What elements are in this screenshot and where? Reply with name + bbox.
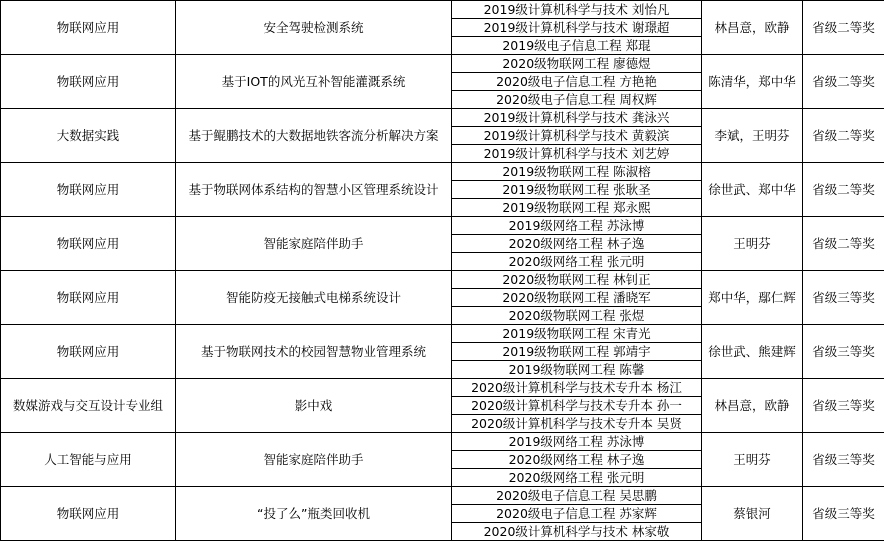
member-cell: 2019级物联网工程 陈馨 <box>452 361 702 379</box>
project-cell: 基于IOT的风光互补智能灌溉系统 <box>176 55 452 109</box>
table-row <box>1 217 884 235</box>
member-cell: 2020级物联网工程 廖德煜 <box>452 55 702 73</box>
table-row <box>1 1 884 19</box>
member-cell: 2019级物联网工程 宋青光 <box>452 325 702 343</box>
table-row <box>1 109 884 127</box>
category-cell: 物联网应用 <box>1 1 176 55</box>
award-cell: 省级二等奖 <box>803 1 884 55</box>
award-cell: 省级二等奖 <box>803 217 884 271</box>
member-cell: 2019级物联网工程 陈淑榕 <box>452 163 702 181</box>
category-cell: 物联网应用 <box>1 217 176 271</box>
award-cell: 省级二等奖 <box>803 109 884 163</box>
member-cell: 2020级计算机科学与技术专升本 孙一 <box>452 397 702 415</box>
member-cell: 2020级电子信息工程 苏家辉 <box>452 505 702 523</box>
award-cell: 省级二等奖 <box>803 163 884 217</box>
member-cell: 2020级计算机科学与技术专升本 杨江 <box>452 379 702 397</box>
member-cell: 2020级物联网工程 林钊正 <box>452 271 702 289</box>
award-cell: 省级三等奖 <box>803 379 884 433</box>
project-cell: 影中戏 <box>176 379 452 433</box>
member-cell: 2020级网络工程 林子逸 <box>452 235 702 253</box>
member-cell: 2019级计算机科学与技术 刘怡凡 <box>452 1 702 19</box>
category-cell: 大数据实践 <box>1 109 176 163</box>
project-cell: “投了么”瓶类回收机 <box>176 487 452 541</box>
awards-table-body <box>1 1 884 541</box>
member-cell: 2019级计算机科学与技术 谢璟超 <box>452 19 702 37</box>
advisor-cell: 蔡银河 <box>702 487 803 541</box>
table-row <box>1 163 884 181</box>
member-cell: 2020级计算机科学与技术 林家敬 <box>452 523 702 541</box>
category-cell: 人工智能与应用 <box>1 433 176 487</box>
project-cell: 智能家庭陪伴助手 <box>176 433 452 487</box>
table-row <box>1 271 884 289</box>
member-cell: 2020级网络工程 张元明 <box>452 469 702 487</box>
advisor-cell: 徐世武、熊建辉 <box>702 325 803 379</box>
category-cell: 物联网应用 <box>1 55 176 109</box>
advisor-cell: 徐世武、郑中华 <box>702 163 803 217</box>
category-cell: 物联网应用 <box>1 325 176 379</box>
member-cell: 2020级网络工程 林子逸 <box>452 451 702 469</box>
project-cell: 基于物联网技术的校园智慧物业管理系统 <box>176 325 452 379</box>
advisor-cell: 陈清华，郑中华 <box>702 55 803 109</box>
member-cell: 2020级物联网工程 张煜 <box>452 307 702 325</box>
member-cell: 2020级物联网工程 潘晓军 <box>452 289 702 307</box>
table-row <box>1 325 884 343</box>
advisor-cell: 李斌，王明芬 <box>702 109 803 163</box>
member-cell: 2019级网络工程 苏泳博 <box>452 433 702 451</box>
member-cell: 2019级电子信息工程 郑琨 <box>452 37 702 55</box>
category-cell: 物联网应用 <box>1 163 176 217</box>
award-cell: 省级二等奖 <box>803 55 884 109</box>
member-cell: 2019级计算机科学与技术 龚泳兴 <box>452 109 702 127</box>
table-row <box>1 379 884 397</box>
category-cell: 物联网应用 <box>1 271 176 325</box>
member-cell: 2019级物联网工程 郑永熙 <box>452 199 702 217</box>
table-row <box>1 433 884 451</box>
member-cell: 2020级网络工程 张元明 <box>452 253 702 271</box>
award-cell: 省级三等奖 <box>803 433 884 487</box>
advisor-cell: 林昌意，欧静 <box>702 379 803 433</box>
project-cell: 智能家庭陪伴助手 <box>176 217 452 271</box>
category-cell: 数媒游戏与交互设计专业组 <box>1 379 176 433</box>
member-cell: 2019级计算机科学与技术 刘艺婷 <box>452 145 702 163</box>
table-row <box>1 55 884 73</box>
category-cell: 物联网应用 <box>1 487 176 541</box>
member-cell: 2020级计算机科学与技术专升本 吴贤 <box>452 415 702 433</box>
member-cell: 2020级电子信息工程 吴思鹏 <box>452 487 702 505</box>
member-cell: 2019级物联网工程 郭靖宇 <box>452 343 702 361</box>
member-cell: 2019级网络工程 苏泳博 <box>452 217 702 235</box>
award-cell: 省级三等奖 <box>803 325 884 379</box>
project-cell: 智能防疫无接触式电梯系统设计 <box>176 271 452 325</box>
table-row <box>1 487 884 505</box>
member-cell: 2019级计算机科学与技术 黄毅滨 <box>452 127 702 145</box>
member-cell: 2020级电子信息工程 周权辉 <box>452 91 702 109</box>
member-cell: 2019级物联网工程 张耿圣 <box>452 181 702 199</box>
advisor-cell: 林昌意，欧静 <box>702 1 803 55</box>
project-cell: 基于物联网体系结构的智慧小区管理系统设计 <box>176 163 452 217</box>
advisor-cell: 王明芬 <box>702 433 803 487</box>
award-cell: 省级三等奖 <box>803 271 884 325</box>
project-cell: 安全驾驶检测系统 <box>176 1 452 55</box>
award-cell: 省级三等奖 <box>803 487 884 541</box>
project-cell: 基于鲲鹏技术的大数据地铁客流分析解决方案 <box>176 109 452 163</box>
advisor-cell: 郑中华，鄢仁辉 <box>702 271 803 325</box>
advisor-cell: 王明芬 <box>702 217 803 271</box>
member-cell: 2020级电子信息工程 方艳艳 <box>452 73 702 91</box>
